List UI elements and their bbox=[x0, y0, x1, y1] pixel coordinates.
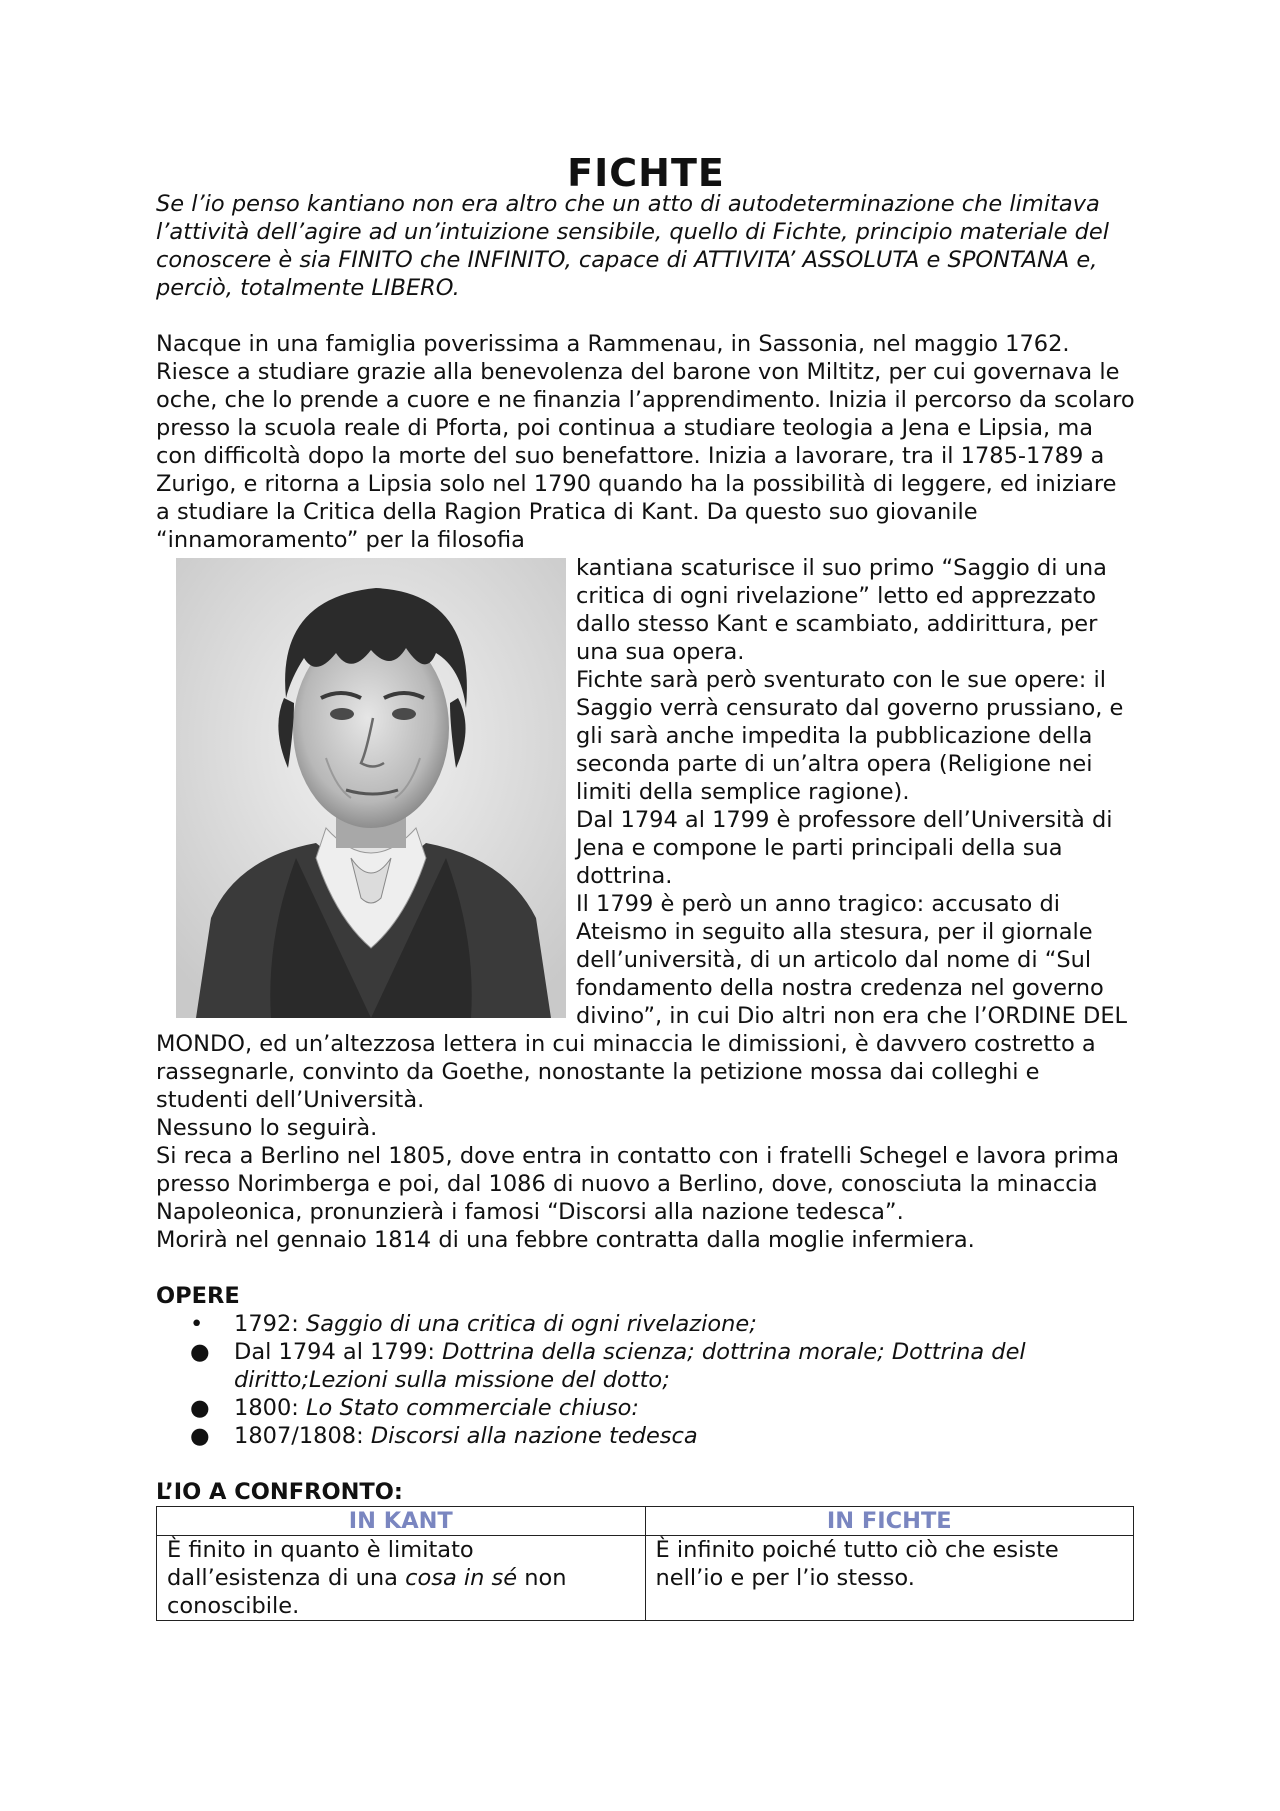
cell-kant bbox=[157, 1536, 646, 1621]
table-header-row bbox=[157, 1507, 1134, 1536]
bullet-icon: ● bbox=[190, 1395, 210, 1421]
kant-text-emphasis: cosa in sé bbox=[405, 1565, 518, 1591]
bullet-icon: • bbox=[190, 1311, 204, 1337]
page-title: FICHTE bbox=[567, 151, 725, 195]
works-heading: OPERE bbox=[156, 1283, 240, 1309]
table-row bbox=[157, 1536, 1134, 1621]
bio-paragraph-2: Fichte sarà però sventurato con le sue opere: il Saggio verrà censurato dal governo prussiano, e gli sarà anche impedita la pubblicazione della seconda parte di un’altra opera (Religione nei limiti della semplice ragione). bbox=[576, 667, 1124, 805]
work-year: 1807/1808: bbox=[234, 1423, 371, 1449]
bio-paragraph-6: Si reca a Berlino nel 1805, dove entra in contatto con i fratelli Schegel e lavora prima presso Norimberga e poi, dal 1086 di nuovo a Berlino, dove, conosciuta la minaccia Napoleonica, pronunzierà i famosi “Discorsi alla nazione tedesca”. bbox=[156, 1143, 1120, 1225]
bio-paragraph-1: kantiana scaturisce il suo primo “Saggio di una critica di ogni rivelazione” letto ed apprezzato dallo stesso Kant e scambiato, addirittura, per una sua opera. bbox=[576, 555, 1107, 665]
work-year: 1792: bbox=[234, 1311, 306, 1337]
column-header-kant: IN KANT bbox=[157, 1507, 646, 1536]
work-year: 1800: bbox=[234, 1395, 306, 1421]
work-year: Dal 1794 al 1799: bbox=[234, 1339, 443, 1365]
work-title: Dottrina della scienza; dottrina morale; Dottrina del diritto;Lezioni sulla missione del dotto; bbox=[234, 1339, 1026, 1393]
bullet-icon: ● bbox=[190, 1423, 210, 1449]
fichte-portrait-image bbox=[176, 558, 566, 1018]
bio-lead-paragraph: Nacque in una famiglia poverissima a Rammenau, in Sassonia, nel maggio 1762. Riesce a studiare grazie alla benevolenza del barone von Miltitz, per cui governava le oche, che lo prende a cuore e ne finanzia l’apprendimento. Inizia il percorso da scolaro presso la scuola reale di Pforta, poi continua a studiare teologia a Jena e Lipsia, ma con difficoltà dopo la morte del suo benefattore. Inizia a lavorare, tra il 1785-1789 a Zurigo, e ritorna a Lipsia solo nel 1790 quando ha la possibilità di leggere, ed iniziare a studiare la Critica della Ragion Pratica di Kant. Da questo suo giovanile “innamoramento” per la filosofia bbox=[156, 331, 1135, 553]
intro-paragraph: Se l’io penso kantiano non era altro che un atto di autodeterminazione che limitava l’attività dell’agire ad un’intuizione sensibile, quello di Fichte, principio materiale del conoscere è sia FINITO che INFINITO, capace di ATTIVITA’ ASSOLUTA e SPONTANA e, perciò, totalmente LIBERO. bbox=[156, 191, 1109, 301]
bio-paragraph-7: Morirà nel gennaio 1814 di una febbre contratta dalla moglie infermiera. bbox=[156, 1227, 975, 1253]
document-page bbox=[156, 150, 1136, 1621]
list-item bbox=[190, 1338, 1136, 1394]
list-item bbox=[190, 1310, 1136, 1338]
list-item bbox=[190, 1422, 1136, 1450]
works-list bbox=[156, 1310, 1136, 1450]
comparison-table bbox=[156, 1506, 1134, 1621]
bullet-icon: ● bbox=[190, 1339, 210, 1365]
bio-paragraph-3: Dal 1794 al 1799 è professore dell’Università di Jena e compone le parti principali della sua dottrina. bbox=[576, 807, 1113, 889]
work-title: Lo Stato commerciale chiuso: bbox=[306, 1395, 640, 1421]
column-header-fichte: IN FICHTE bbox=[645, 1507, 1134, 1536]
work-title: Saggio di una critica di ogni rivelazione; bbox=[306, 1311, 757, 1337]
bio-paragraph-4: Il 1799 è però un anno tragico: accusato di Ateismo in seguito alla stesura, per il giornale dell’università, di un articolo dal nome di “Sul fondamento della nostra credenza nel governo divino”, in cui Dio altri non era che l’ORDINE DEL MONDO, ed un’altezzosa lettera in cui minaccia le dimissioni, è davvero costretto a rassegnarle, convinto da Goethe, nonostante la petizione mossa dai colleghi e studenti dell’Università. bbox=[156, 891, 1128, 1113]
kant-text-start: È finito in quanto è limitato dall’esistenza di una bbox=[167, 1537, 474, 1591]
bio-paragraph-5: Nessuno lo seguirà. bbox=[156, 1115, 378, 1141]
kant-text-end: non conoscibile. bbox=[167, 1565, 567, 1619]
cell-fichte: È infinito poiché tutto ciò che esiste nell’io e per l’io stesso. bbox=[645, 1536, 1134, 1621]
biography bbox=[156, 330, 1136, 1254]
comparison-heading: L’IO A CONFRONTO: bbox=[156, 1479, 403, 1505]
list-item bbox=[190, 1394, 1136, 1422]
work-title: Discorsi alla nazione tedesca bbox=[370, 1423, 698, 1449]
